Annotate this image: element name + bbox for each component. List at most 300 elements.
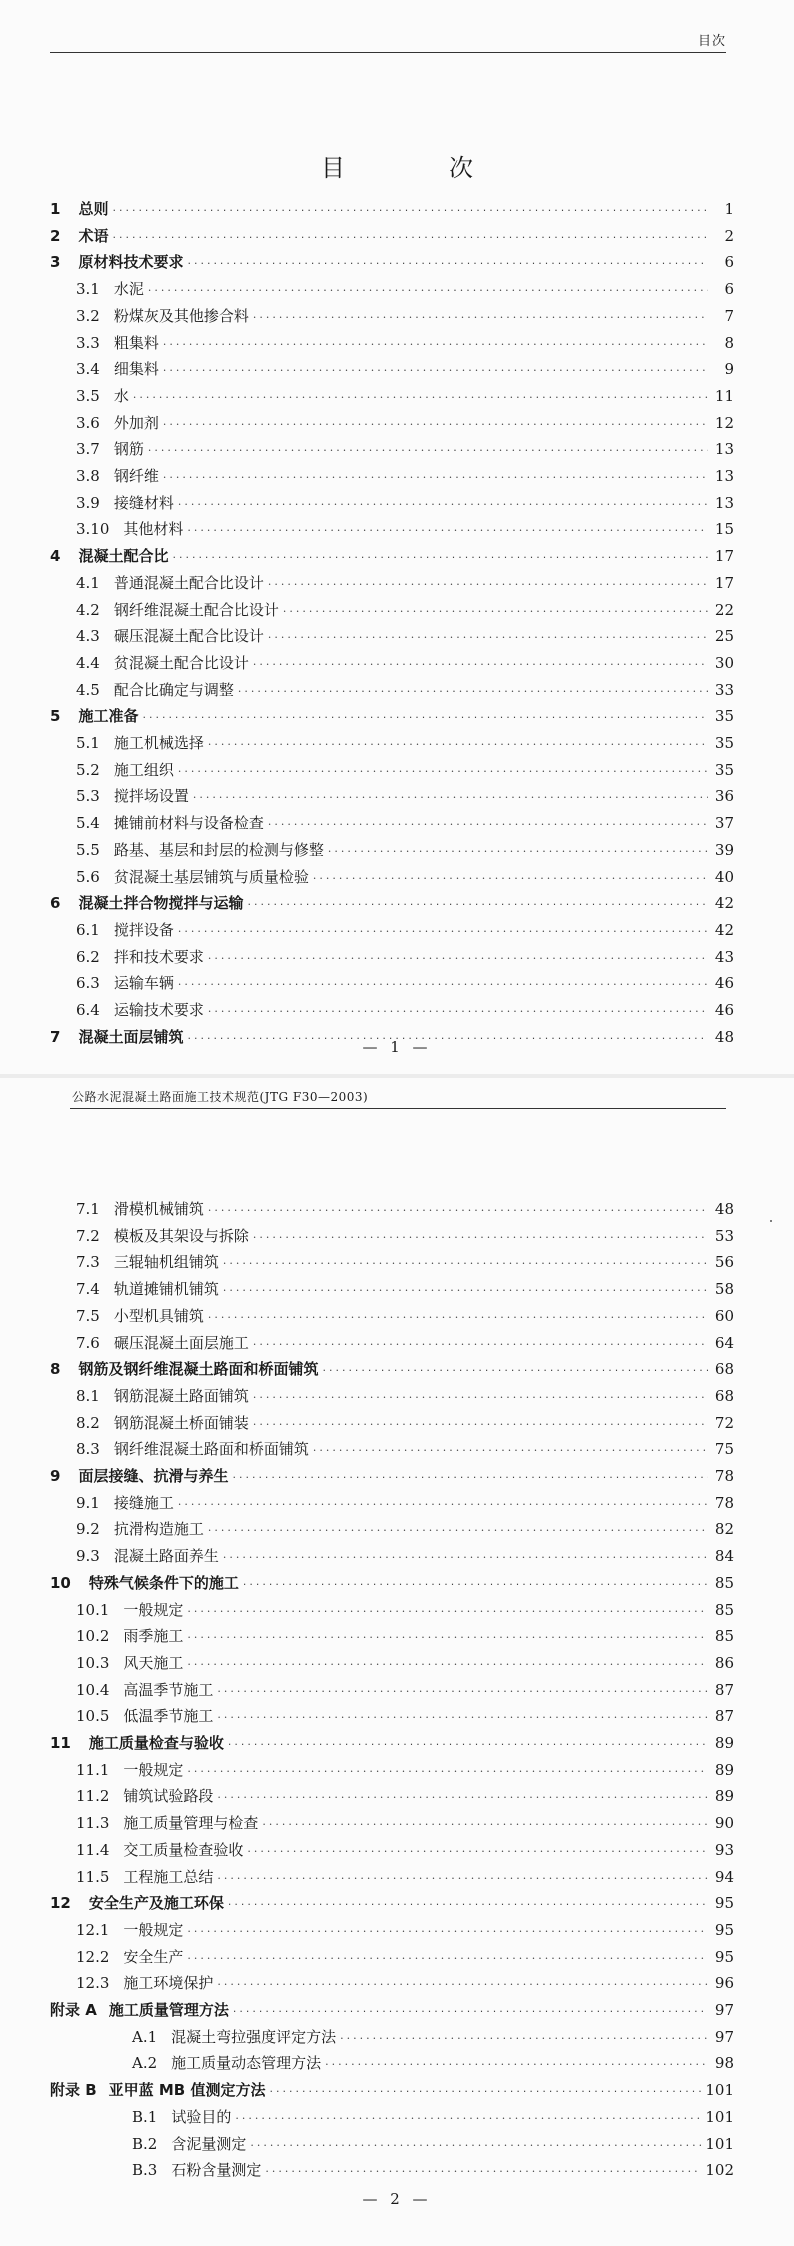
toc-entry-page: 95 <box>714 1947 734 1966</box>
dot-leader <box>178 925 708 938</box>
toc-entry[interactable] <box>50 1732 734 1753</box>
toc-entry-page: 87 <box>714 1707 734 1726</box>
toc-entry[interactable] <box>76 1305 734 1326</box>
toc-entry-title: 风天施工 <box>123 1653 184 1672</box>
toc-entry-title: 特殊气候条件下的施工 <box>88 1573 239 1592</box>
toc-entry-page: 89 <box>714 1787 734 1806</box>
toc-entry[interactable] <box>50 251 734 272</box>
toc-entry-title: 运输技术要求 <box>113 1001 204 1019</box>
toc-entry[interactable] <box>76 1652 734 1673</box>
toc-entry[interactable] <box>76 492 734 513</box>
toc-entry-page: 78 <box>714 1493 734 1512</box>
toc-entry-title: 路基、基层和封层的检测与修整 <box>113 840 324 859</box>
toc-entry[interactable] <box>76 1972 734 1993</box>
toc-entry-title: 施工机械选择 <box>113 734 204 752</box>
toc-entry[interactable] <box>50 1572 734 1593</box>
toc-entry-number: 4.4 <box>76 653 100 672</box>
toc-entry-number: 7.4 <box>76 1280 100 1299</box>
toc-entry[interactable] <box>76 1759 734 1780</box>
toc-entry-page: 94 <box>714 1867 734 1886</box>
dot-leader <box>265 2165 701 2178</box>
toc-entry-number: 9.1 <box>76 1493 100 1512</box>
toc-entry-title: 施工质量动态管理方法 <box>171 2054 322 2073</box>
toc-entry-title: 粉煤灰及其他掺合料 <box>113 306 249 325</box>
dot-leader <box>217 1791 708 1804</box>
toc-entry[interactable] <box>76 572 734 593</box>
toc-entry-number: 7 <box>50 1027 61 1046</box>
toc-entry-number: 7.3 <box>76 1253 100 1272</box>
toc-entry-page: 60 <box>714 1306 734 1325</box>
toc-entry-page: 95 <box>714 1920 734 1939</box>
dot-leader <box>163 471 708 484</box>
toc-entry[interactable] <box>50 892 734 913</box>
toc-entry[interactable] <box>76 679 734 700</box>
toc-entry-title: 粗集料 <box>113 333 159 352</box>
toc-entry-title: 混凝土弯拉强度评定方法 <box>171 2027 337 2046</box>
toc-entry-title: 施工组织 <box>113 760 174 779</box>
toc-entry[interactable] <box>76 1785 734 1806</box>
toc-entry[interactable] <box>76 465 734 486</box>
dot-leader <box>217 1872 708 1885</box>
dot-leader <box>217 1685 708 1698</box>
toc-entry-title: 钢筋及钢纤维混凝土路面和桥面铺筑 <box>78 1360 319 1379</box>
toc-entry[interactable] <box>76 1919 734 1940</box>
toc-entry-number: 3.4 <box>76 360 100 379</box>
toc-entry-page: 85 <box>714 1600 734 1619</box>
toc-entry-title: 钢筋混凝土桥面铺装 <box>113 1413 249 1432</box>
toc-entry-number: 9 <box>50 1467 61 1485</box>
toc-entry-page: 35 <box>714 734 734 752</box>
toc-entry-page: 15 <box>714 520 734 539</box>
toc-entry-page: 72 <box>714 1413 734 1432</box>
toc-entry[interactable] <box>76 305 734 326</box>
toc-entry-page: 46 <box>714 1001 734 1019</box>
toc-entry-page: 33 <box>714 680 734 699</box>
toc-entry-title: 外加剂 <box>113 413 159 432</box>
toc-entry-title: 水 <box>113 386 129 405</box>
toc-entry-title: 含泥量测定 <box>171 2134 247 2153</box>
toc-entry-page: 2 <box>724 226 734 245</box>
toc-entry-page: 9 <box>724 360 734 379</box>
toc-entry-page: 98 <box>714 2054 734 2073</box>
dot-leader <box>187 1765 708 1778</box>
toc-entry[interactable] <box>132 2133 734 2154</box>
toc-entry-number: A.2 <box>132 2054 158 2073</box>
dot-leader <box>193 791 708 804</box>
dot-leader <box>235 2112 701 2125</box>
toc-entry-title: 搅拌设备 <box>113 920 174 939</box>
toc-entry-title: 碾压混凝土面层施工 <box>113 1333 249 1352</box>
dot-leader <box>253 1231 708 1244</box>
toc-entry[interactable] <box>76 866 734 887</box>
toc-entry[interactable] <box>76 1385 734 1406</box>
toc-entry-title: 石粉含量测定 <box>171 2161 262 2180</box>
toc-entry[interactable] <box>76 625 734 646</box>
toc-entry[interactable] <box>76 839 734 860</box>
dot-leader <box>253 311 708 324</box>
dot-leader <box>178 978 708 991</box>
toc-entry-number: 4.1 <box>76 573 100 592</box>
toc-entry[interactable] <box>50 198 734 219</box>
running-header: 目次 <box>697 34 726 49</box>
toc-entry-number: B.1 <box>132 2107 158 2126</box>
toc-entry[interactable] <box>76 1545 734 1566</box>
toc-entry-number: 7.2 <box>76 1226 100 1245</box>
toc-entry[interactable] <box>76 1492 734 1513</box>
toc-entry-number: 3.6 <box>76 413 100 432</box>
toc-entry[interactable] <box>76 1278 734 1299</box>
dot-leader <box>178 498 708 511</box>
dot-leader <box>233 2005 708 2018</box>
toc-entry-page: 97 <box>714 2027 734 2046</box>
toc-entry-number: 11.3 <box>76 1814 110 1833</box>
toc-entry-title: 施工环境保护 <box>123 1974 214 1993</box>
toc-entry-title: 试验目的 <box>171 2107 232 2126</box>
toc-entry[interactable] <box>76 812 734 833</box>
toc-entry-page: 96 <box>714 1974 734 1993</box>
toc-entry-title: 碾压混凝土配合比设计 <box>113 627 264 646</box>
dot-leader <box>250 2139 701 2152</box>
toc-entry-title: 搅拌场设置 <box>113 787 189 806</box>
toc-entry-page: 30 <box>714 653 734 672</box>
dot-leader <box>208 1311 708 1324</box>
toc-entry[interactable] <box>76 1225 734 1246</box>
toc-entry-page: 68 <box>714 1360 734 1379</box>
toc-entry-page: 68 <box>714 1386 734 1405</box>
toc-entry-title: 低温季节施工 <box>123 1707 214 1726</box>
toc-entry[interactable] <box>76 1866 734 1887</box>
toc-entry-title: 钢筋混凝土路面铺筑 <box>113 1386 249 1405</box>
toc-entry-title: 小型机具铺筑 <box>113 1306 204 1325</box>
toc-entry-title: 一般规定 <box>123 1760 184 1779</box>
toc-entry-title: 交工质量检查验收 <box>123 1840 244 1859</box>
toc-entry-page: 35 <box>714 707 734 726</box>
toc-page-1 <box>0 0 794 1078</box>
toc-entry-page: 17 <box>714 573 734 592</box>
toc-entry[interactable] <box>76 1625 734 1646</box>
dot-leader <box>133 391 708 404</box>
toc-entry-page: 89 <box>714 1760 734 1779</box>
toc-entry-number: 3.1 <box>76 280 100 299</box>
dot-leader <box>148 284 708 297</box>
toc-entry[interactable] <box>76 972 734 993</box>
toc-entry-title: 贫混凝土配合比设计 <box>113 653 249 672</box>
toc-entry-number: 8.1 <box>76 1386 100 1405</box>
toc-entry[interactable] <box>132 2159 734 2180</box>
dot-leader <box>178 765 708 778</box>
dot-leader <box>325 2058 708 2071</box>
toc-entry-title: 安全生产 <box>123 1947 184 1966</box>
toc-entry[interactable] <box>76 999 734 1020</box>
toc-entry-page: 25 <box>714 627 734 646</box>
toc-entry-title: 抗滑构造施工 <box>113 1520 204 1539</box>
toc-entry-title: 原材料技术要求 <box>78 253 184 272</box>
toc-entry[interactable] <box>76 1332 734 1353</box>
toc-entry-number: 5.5 <box>76 840 100 859</box>
toc-entry-page: 87 <box>714 1680 734 1699</box>
toc-entry-page: 46 <box>714 974 734 993</box>
toc-entry[interactable] <box>76 1839 734 1860</box>
toc-entry-title: 轨道摊铺机铺筑 <box>113 1280 219 1299</box>
dot-leader <box>313 872 708 885</box>
toc-entry[interactable] <box>76 438 734 459</box>
toc-entry-number: 附录 A <box>50 2001 97 2019</box>
toc-entry[interactable] <box>76 1705 734 1726</box>
toc-entry-page: 42 <box>714 894 734 913</box>
dot-leader <box>232 1471 708 1484</box>
dot-leader <box>223 1257 708 1270</box>
toc-entry-number: 6 <box>50 894 61 913</box>
toc-entry[interactable] <box>132 2052 734 2073</box>
toc-entry-page: 53 <box>714 1226 734 1245</box>
toc-entry[interactable] <box>50 2079 734 2100</box>
toc-entry-number: 7.1 <box>76 1200 100 1218</box>
toc-entry-title: 其他材料 <box>123 520 184 539</box>
toc-entry[interactable] <box>76 1679 734 1700</box>
toc-entry-title: 普通混凝土配合比设计 <box>113 573 264 592</box>
dot-leader <box>262 1818 708 1831</box>
toc-entry-title: 铺筑试验路段 <box>123 1787 214 1806</box>
toc-entry-number: 3.10 <box>76 520 110 539</box>
toc-entry-number: 4.2 <box>76 600 100 619</box>
toc-entry-title: 一般规定 <box>123 1920 184 1939</box>
dot-leader <box>313 1444 708 1457</box>
toc-entry-title: 雨季施工 <box>123 1627 184 1646</box>
dot-leader <box>243 1578 708 1591</box>
toc-entry[interactable] <box>76 412 734 433</box>
toc-entry[interactable] <box>76 785 734 806</box>
toc-entry-title: 面层接缝、抗滑与养生 <box>78 1467 229 1485</box>
dot-leader <box>112 204 708 217</box>
dot-leader <box>187 1658 708 1671</box>
toc-entry-title: 配合比确定与调整 <box>113 680 234 699</box>
toc-entry[interactable] <box>76 1198 734 1219</box>
toc-entry-number: 3.7 <box>76 440 100 459</box>
toc-entry-page: 95 <box>714 1894 734 1913</box>
toc-entry-page: 42 <box>714 920 734 939</box>
toc-entry-number: 11.2 <box>76 1787 110 1806</box>
dot-leader <box>187 1925 708 1938</box>
toc-entry-page: 22 <box>714 600 734 619</box>
dot-leader <box>208 738 708 751</box>
toc-entry[interactable] <box>50 705 734 726</box>
toc-entry-number: 9.3 <box>76 1547 100 1566</box>
toc-entry-page: 12 <box>714 413 734 432</box>
toc-entry-number: 5.2 <box>76 760 100 779</box>
dot-leader <box>238 685 708 698</box>
toc-entry-page: 102 <box>705 2161 734 2180</box>
toc-entry-page: 85 <box>714 1573 734 1592</box>
toc-entry-number: A.1 <box>132 2027 158 2046</box>
toc-entry-title: 水泥 <box>113 280 144 299</box>
toc-entry[interactable] <box>76 1412 734 1433</box>
toc-entry-number: 3.9 <box>76 493 100 512</box>
toc-page-2 <box>0 1078 794 2246</box>
toc-entry[interactable] <box>50 225 734 246</box>
toc-entry[interactable] <box>76 1438 734 1459</box>
toc-entry-number: 5.4 <box>76 814 100 833</box>
dot-leader <box>247 898 708 911</box>
toc-entry-page: 101 <box>705 2081 734 2100</box>
toc-entry[interactable] <box>76 759 734 780</box>
dot-leader <box>208 952 708 965</box>
toc-entry-number: B.2 <box>132 2134 158 2153</box>
dot-leader <box>112 231 708 244</box>
toc-entry[interactable] <box>76 1946 734 1967</box>
toc-entry-number: 4.3 <box>76 627 100 646</box>
toc-entry-number: 12.2 <box>76 1947 110 1966</box>
toc-entry[interactable] <box>76 518 734 539</box>
dot-leader <box>269 2085 701 2098</box>
toc-entry-page: 93 <box>714 1840 734 1859</box>
dot-leader <box>142 711 708 724</box>
toc-entry-number: 8 <box>50 1360 61 1379</box>
toc-entry[interactable] <box>132 2026 734 2047</box>
toc-entry[interactable] <box>76 332 734 353</box>
header-rule <box>50 52 726 53</box>
toc-entry-page: 86 <box>714 1653 734 1672</box>
toc-entry-page: 48 <box>714 1027 734 1046</box>
toc-entry[interactable] <box>50 1358 734 1379</box>
toc-entry[interactable] <box>76 1599 734 1620</box>
toc-entry-number: 11.1 <box>76 1760 110 1779</box>
toc-entry-number: 6.4 <box>76 1001 100 1019</box>
toc-entry-page: 64 <box>714 1333 734 1352</box>
toc-entry-number: 11.4 <box>76 1840 110 1859</box>
dot-leader <box>217 1711 708 1724</box>
dot-leader <box>223 1551 708 1564</box>
toc-entry-page: 56 <box>714 1253 734 1272</box>
dot-leader <box>223 1284 708 1297</box>
toc-entry-page: 13 <box>714 493 734 512</box>
dot-leader <box>163 338 708 351</box>
toc-entry-number: 附录 B <box>50 2081 97 2100</box>
toc-entry[interactable] <box>76 385 734 406</box>
toc-entry[interactable] <box>50 545 734 566</box>
toc-entry-number: 5.1 <box>76 734 100 752</box>
toc-entry-number: 8.3 <box>76 1440 100 1459</box>
dot-leader <box>187 1605 708 1618</box>
toc-entry-title: 高温季节施工 <box>123 1680 214 1699</box>
toc-entry-page: 36 <box>714 787 734 806</box>
dot-leader <box>253 1391 708 1404</box>
toc-entry-title: 混凝土拌合物搅拌与运输 <box>78 894 244 913</box>
toc-entry-title: 工程施工总结 <box>123 1867 214 1886</box>
dot-leader <box>340 2032 708 2045</box>
dot-leader <box>322 1364 708 1377</box>
toc-entry-page: 48 <box>714 1200 734 1218</box>
toc-entry[interactable] <box>132 2106 734 2127</box>
toc-entry-page: 58 <box>714 1280 734 1299</box>
toc-entry-page: 13 <box>714 440 734 459</box>
dot-leader <box>187 524 708 537</box>
toc-entry-number: 7.6 <box>76 1333 100 1352</box>
dot-leader <box>172 551 708 564</box>
dot-leader <box>217 1978 708 1991</box>
dot-leader <box>328 845 708 858</box>
dot-leader <box>187 257 708 270</box>
toc-entry-page: 97 <box>714 2001 734 2019</box>
toc-entry-number: 12.3 <box>76 1974 110 1993</box>
toc-entry-number: 3.3 <box>76 333 100 352</box>
dot-leader <box>253 1418 708 1431</box>
toc-entry[interactable] <box>76 732 734 753</box>
toc-entry-title: 亚甲蓝 MB 值测定方法 <box>108 2081 266 2100</box>
dot-leader <box>247 1845 708 1858</box>
toc-entry-number: 4 <box>50 547 61 566</box>
toc-entry-title: 施工准备 <box>78 707 139 726</box>
toc-entry-number: 12 <box>50 1894 71 1913</box>
toc-entry-page: 101 <box>705 2134 734 2153</box>
toc-entry-number: 10.1 <box>76 1600 110 1619</box>
toc-entry-title: 混凝土面层铺筑 <box>78 1027 184 1046</box>
toc-entry-number: 10 <box>50 1573 71 1592</box>
dot-leader <box>208 1005 708 1018</box>
toc-entry-title: 施工质量管理与检查 <box>123 1814 259 1833</box>
toc-entry-number: 5.6 <box>76 867 100 886</box>
toc-entry-title: 摊铺前材料与设备检查 <box>113 814 264 833</box>
toc-entry-page: 75 <box>714 1440 734 1459</box>
toc-entry-title: 混凝土路面养生 <box>113 1547 219 1566</box>
page-number: — 1 — <box>362 1038 432 1056</box>
dot-leader <box>253 1338 708 1351</box>
toc-entry-page: 85 <box>714 1627 734 1646</box>
toc-entry[interactable] <box>76 278 734 299</box>
toc-entry-number: 3 <box>50 253 61 272</box>
toc-entry[interactable] <box>50 1999 734 2020</box>
toc-entry-page: 84 <box>714 1547 734 1566</box>
header-rule <box>70 1108 726 1109</box>
toc-entry-page: 8 <box>724 333 734 352</box>
toc-entry-title: 接缝施工 <box>113 1493 174 1512</box>
toc-entry-number: 3.8 <box>76 467 100 485</box>
toc-entry-title: 拌和技术要求 <box>113 947 204 966</box>
toc-entry-number: 6.3 <box>76 974 100 993</box>
toc-entry-number: 10.2 <box>76 1627 110 1646</box>
dot-leader <box>148 444 708 457</box>
toc-entry[interactable] <box>76 652 734 673</box>
toc-entry[interactable] <box>76 1812 734 1833</box>
toc-entry-title: 安全生产及施工环保 <box>88 1894 224 1913</box>
dot-leader <box>228 1738 708 1751</box>
toc-entry-number: 10.4 <box>76 1680 110 1699</box>
toc-entry-number: 4.5 <box>76 680 100 699</box>
dot-leader <box>163 364 708 377</box>
toc-entry[interactable] <box>76 599 734 620</box>
toc-entry[interactable] <box>76 358 734 379</box>
toc-entry[interactable] <box>50 1892 734 1913</box>
toc-entry[interactable] <box>76 1251 734 1272</box>
toc-entry-number: 5 <box>50 707 61 726</box>
toc-entry-title: 混凝土配合比 <box>78 547 169 566</box>
page-number: — 2 — <box>362 2190 432 2208</box>
toc-entry-title: 运输车辆 <box>113 974 174 993</box>
dot-leader <box>268 578 708 591</box>
toc-entry-number: 2 <box>50 226 61 245</box>
toc-entry[interactable] <box>76 946 734 967</box>
toc-entry[interactable] <box>76 919 734 940</box>
toc-entry-number: 6.1 <box>76 920 100 939</box>
toc-entry-page: 82 <box>714 1520 734 1539</box>
toc-entry-title: 三辊轴机组铺筑 <box>113 1253 219 1272</box>
toc-entry-title: 钢纤维混凝土配合比设计 <box>113 600 279 619</box>
toc-entry-title: 钢纤维混凝土路面和桥面铺筑 <box>113 1440 309 1459</box>
toc-entry-number: B.3 <box>132 2161 158 2180</box>
toc-entry[interactable] <box>50 1465 734 1486</box>
toc-entry[interactable] <box>76 1518 734 1539</box>
toc-entry-page: 90 <box>714 1814 734 1833</box>
toc-entry-page: 7 <box>724 306 734 325</box>
